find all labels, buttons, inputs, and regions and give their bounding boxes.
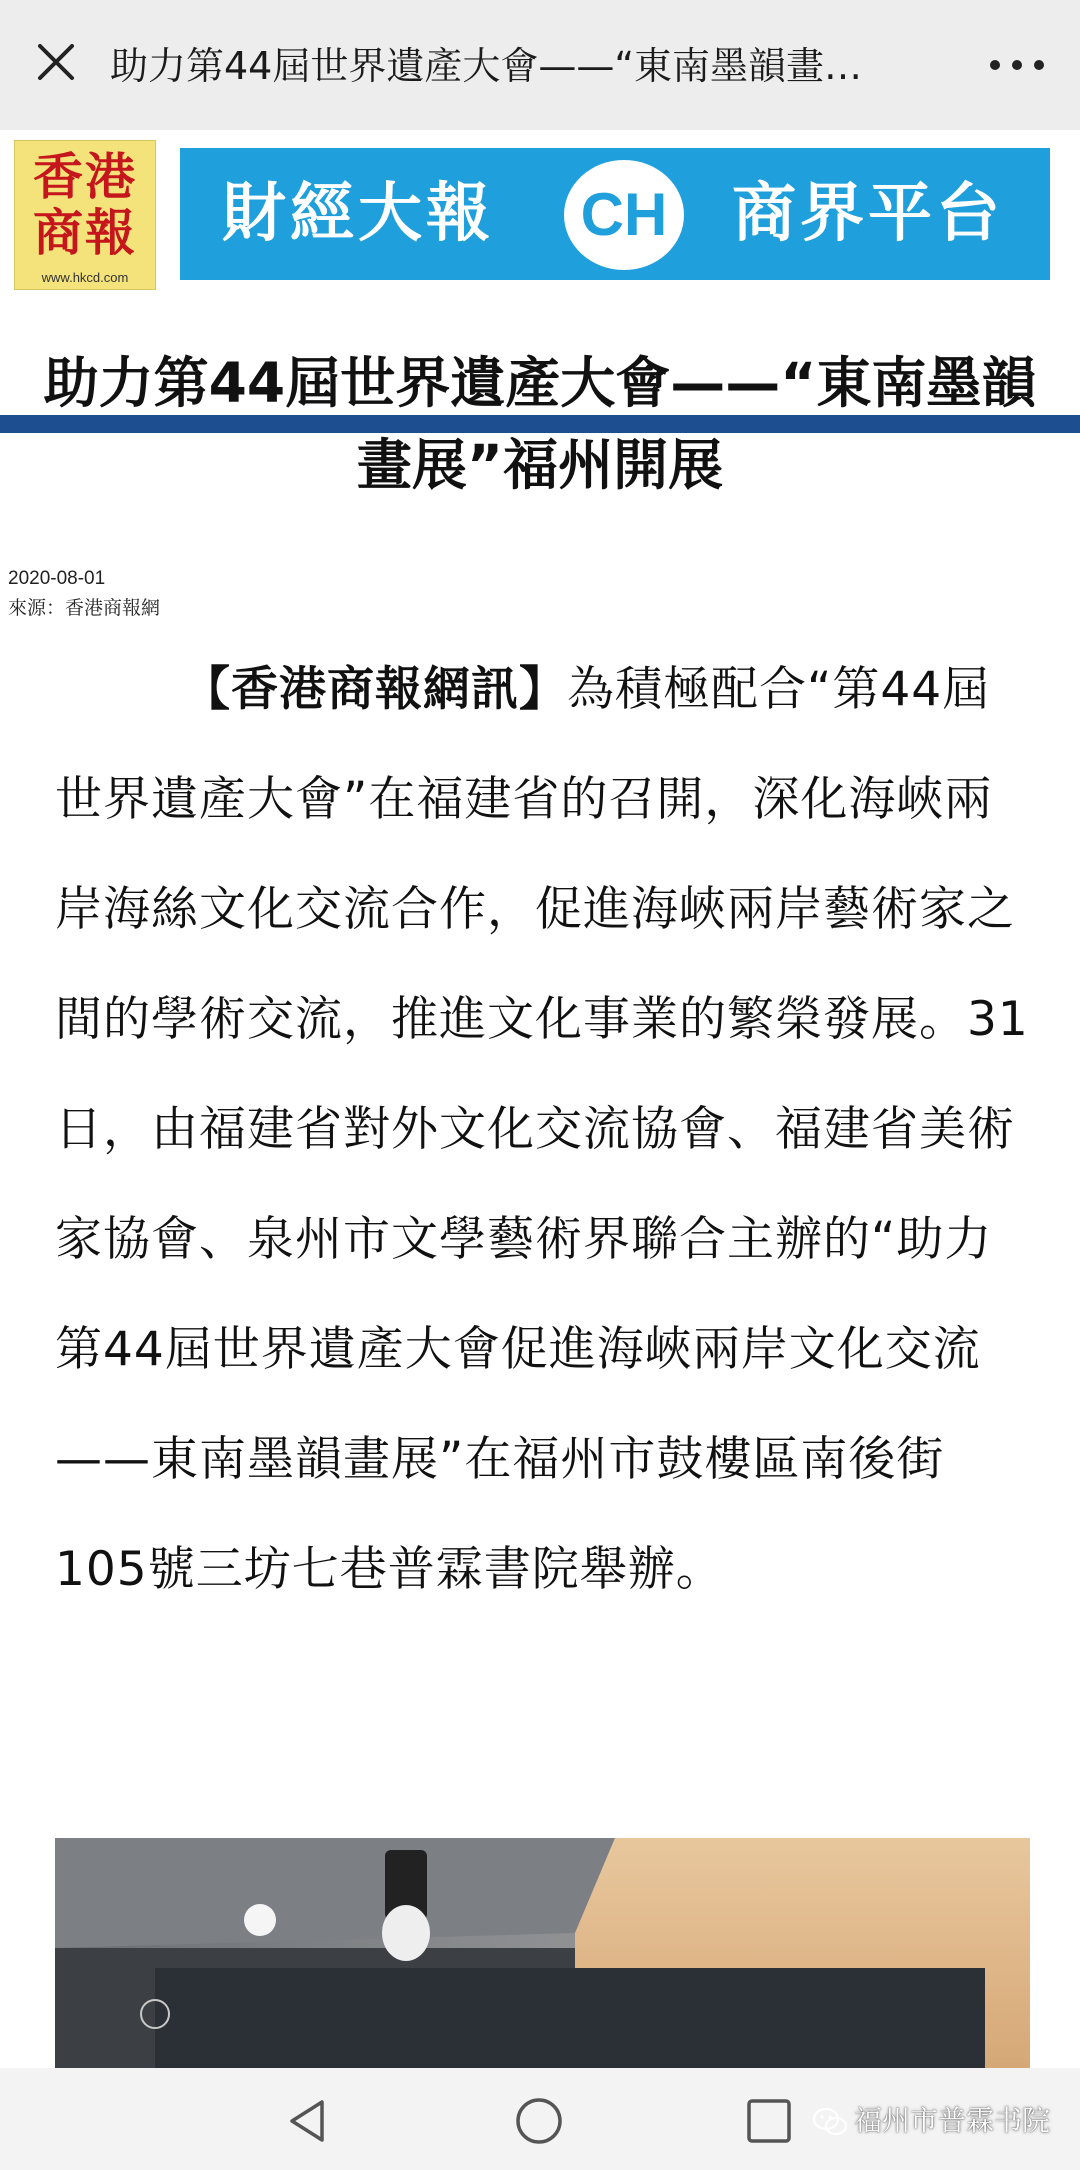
square-recent-icon[interactable]	[742, 2094, 796, 2148]
advertisement-banner[interactable]	[180, 148, 1050, 280]
top-bar	[0, 0, 1080, 130]
ad-slogan-right: 商界平台	[732, 177, 1004, 251]
article-date: 2020-08-01	[8, 568, 106, 589]
article-lead: 【香港商報網訊】	[183, 662, 567, 717]
logo-text: 香港商報	[33, 147, 137, 262]
watermark	[812, 2098, 1050, 2144]
article-body	[55, 635, 1030, 1625]
ad-slogan-left: 財經大報	[222, 177, 494, 251]
article-source: 來源：香港商報網	[8, 598, 161, 619]
ch-emblem-text: CH	[580, 181, 668, 248]
article-photo[interactable]	[55, 1838, 1030, 2068]
logo-url: www.hkcd.com	[41, 270, 129, 285]
page-title: 助力第44屆世界遺產大會——“東南墨韻畫…	[110, 44, 863, 88]
close-icon[interactable]	[26, 32, 86, 92]
circle-home-icon[interactable]	[512, 2094, 566, 2148]
article-paragraph: 為積極配合“第44屆世界遺產大會”在福建省的召開，深化海峽兩岸海絲文化交流合作，促進海峽兩岸藝術家之間的學術交流，推進文化事業的繁榮發展。31日，由福建省對外文化交流協會、福建省美術家協會、泉州市文學藝術界聯合主辦的“助力第44屆世界遺產大會促進海峽兩岸文化交流——東南墨韻畫展”在福州市鼓樓區南後街105號三坊七巷普霖書院舉辦。	[55, 662, 1029, 1597]
wechat-icon	[812, 2107, 848, 2137]
ch-emblem	[564, 160, 684, 270]
more-horizontal-icon[interactable]	[982, 42, 1052, 88]
article-title: 助力第44屆世界遺產大會——“東南墨韻畫展”福州開展	[43, 351, 1037, 497]
hkcd-logo	[14, 140, 156, 290]
watermark-text: 福州市普霖书院	[854, 2104, 1051, 2137]
header-banner	[0, 130, 1080, 305]
triangle-back-icon[interactable]	[282, 2094, 336, 2148]
